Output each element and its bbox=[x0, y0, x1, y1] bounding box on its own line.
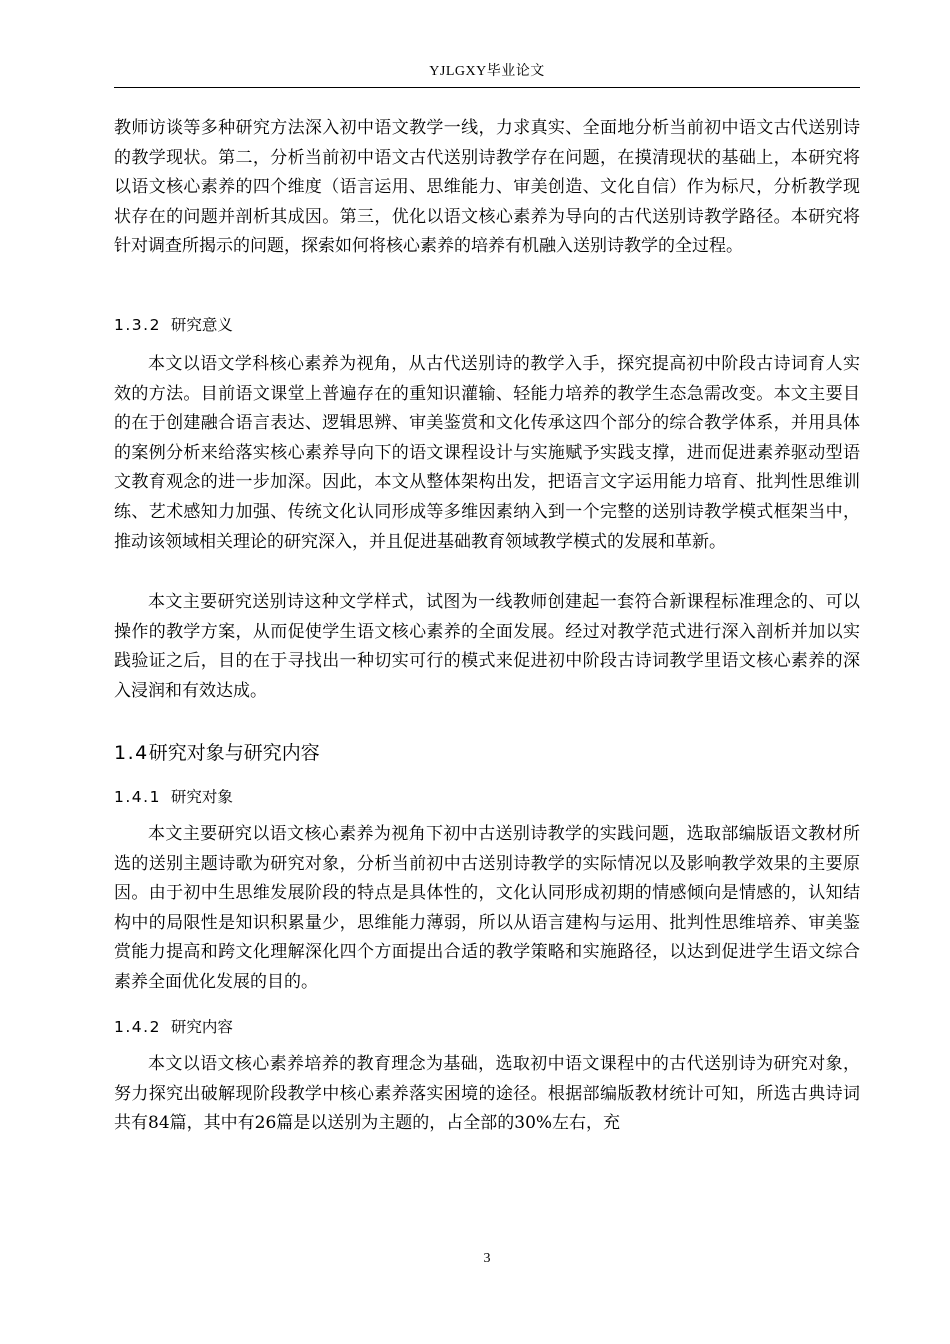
running-header: YJLGXY毕业论文 bbox=[429, 64, 545, 79]
page-number: 3 bbox=[483, 1251, 491, 1266]
heading-number: 1.3.2 bbox=[114, 316, 161, 334]
heading-1-4 bbox=[114, 740, 860, 766]
paragraph-research-object: 本文主要研究以语文核心素养为视角下初中古送别诗教学的实践问题，选取部编版语文教材所选的送别主题诗歌为研究对象，分析当前初中古送别诗教学的实际情况以及影响教学效果的主要原因。由于初中生思维发展阶段的特点是具体性的，文化认同形成初期的情感倾向是情感的，认知结构中的局限性是知识积累量少，思维能力薄弱，所以从语言建构与运用、批判性思维培养、审美鉴赏能力提高和跨文化理解深化四个方面提出合适的教学策略和实施路径，以达到促进学生语文综合素养全面优化发展的目的。 bbox=[114, 824, 860, 992]
paragraph-significance-2: 本文主要研究送别诗这种文学样式，试图为一线教师创建起一套符合新课程标准理念的、可以操作的教学方案，从而促使学生语文核心素养的全面发展。经过对教学范式进行深入剖析并加以实践验证之后，目的在于寻找出一种切实可行的模式来促进初中阶段古诗词教学里语文核心素养的深入浸润和有效达成。 bbox=[114, 592, 860, 701]
heading-1-4-1 bbox=[114, 786, 860, 808]
heading-title: 研究对象与研究内容 bbox=[148, 742, 320, 764]
paragraph-intro-continued: 教师访谈等多种研究方法深入初中语文教学一线，力求真实、全面地分析当前初中语文古代送别诗的教学现状。第二，分析当前初中语文古代送别诗教学存在问题，在摸清现状的基础上，本研究将以语文核心素养的四个维度（语言运用、思维能力、审美创造、文化自信）作为标尺，分析教学现状存在的问题并剖析其成因。第三，优化以语文核心素养为导向的古代送别诗教学路径。本研究将针对调查所揭示的问题，探索如何将核心素养的培养有机融入送别诗教学的全过程。 bbox=[114, 118, 860, 257]
heading-number: 1.4 bbox=[114, 742, 149, 764]
heading-title: 研究对象 bbox=[170, 788, 233, 806]
page-body bbox=[114, 114, 860, 1139]
paragraph-significance-1: 本文以语文学科核心素养为视角，从古代送别诗的教学入手，探究提高初中阶段古诗词育人实效的方法。目前语文课堂上普遍存在的重知识灌输、轻能力培养的教学生态急需改变。本文主要目的在于创建融合语言表达、逻辑思辨、审美鉴赏和文化传承这四个部分的综合教学体系，并用具体的案例分析来给落实核心素养导向下的语文课程设计与实施赋予实践支撑，进而促进素养驱动型语文教育观念的进一步加深。因此，本文从整体架构出发，把语言文字运用能力培育、批判性思维训练、艺术感知力加强、传统文化认同形成等多维因素纳入到一个完整的送别诗教学模式框架当中，推动该领域相关理论的研究深入，并且促进基础教育领域教学模式的发展和革新。 bbox=[114, 354, 860, 552]
heading-1-4-2 bbox=[114, 1016, 860, 1038]
heading-1-3-2 bbox=[114, 314, 860, 336]
header-rule bbox=[114, 87, 860, 88]
heading-title: 研究内容 bbox=[170, 1018, 233, 1036]
heading-number: 1.4.1 bbox=[114, 788, 161, 806]
heading-title: 研究意义 bbox=[170, 316, 233, 334]
paragraph-research-content: 本文以语文核心素养培养的教育理念为基础，选取初中语文课程中的古代送别诗为研究对象，努力探究出破解现阶段教学中核心素养落实困境的途径。根据部编版教材统计可知，所选古典诗词共有84篇，其中有26篇是以送别为主题的，占全部的30%左右，充 bbox=[114, 1054, 860, 1134]
heading-number: 1.4.2 bbox=[114, 1018, 161, 1036]
